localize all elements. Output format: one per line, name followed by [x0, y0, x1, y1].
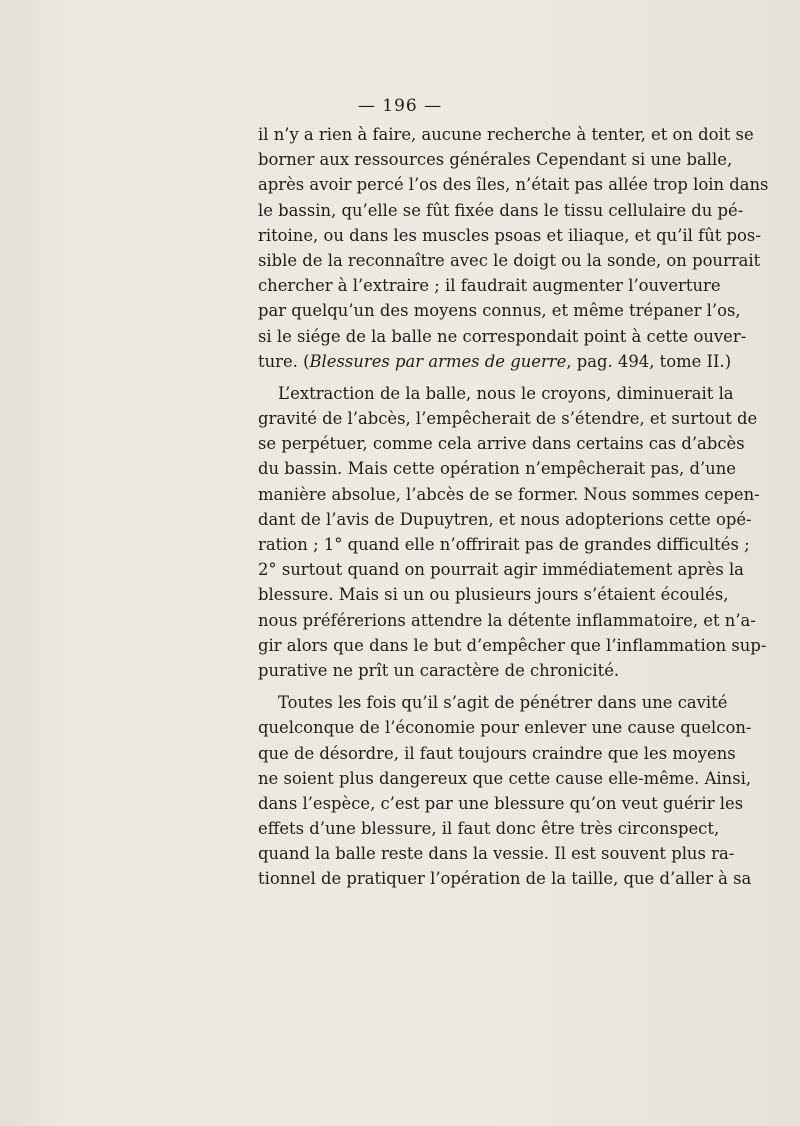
- text-line: blessure. Mais si un ou plusieurs jours s’étaient écoulés,: [258, 585, 729, 605]
- body-text: [258, 122, 769, 892]
- text-line: manière absolue, l’abcès de se former. Nous sommes cepen-: [258, 484, 760, 504]
- text-line: si le siége de la balle ne correspondait point à cette ouver-: [258, 326, 747, 346]
- text-line: L’extraction de la balle, nous le croyons, diminuerait la: [278, 383, 734, 403]
- paragraph-3: [258, 690, 752, 892]
- text-line: ration ; 1° quand elle n’offrirait pas de grandes difficultés ;: [258, 535, 750, 554]
- text-line: chercher à l’extraire ; il faudrait augmenter l’ouverture: [258, 276, 721, 296]
- text-line: il n’y a rien à faire, aucune recherche à tenter, et on doit se: [258, 125, 754, 144]
- text-line: le bassin, qu’elle se fût fixée dans le tissu cellulaire du pé-: [258, 200, 744, 220]
- text-line: borner aux ressources générales Cependant si une balle,: [258, 150, 733, 170]
- text-line: quelconque de l’économie pour enlever une cause quelcon-: [258, 718, 752, 738]
- text-line-citation: [258, 349, 732, 374]
- text-line: tionnel de pratiquer l’opération de la taille, que d’aller à sa: [258, 869, 752, 889]
- citation-title: Blessures par armes de guerre: [309, 351, 567, 371]
- text-line: par quelqu’un des moyens connus, et même trépaner l’os,: [258, 301, 741, 321]
- paragraph-spacer: [258, 683, 694, 690]
- text-line: dans l’espèce, c’est par une blessure qu’on veut guérir les: [258, 793, 744, 813]
- citation-open: ture. (: [258, 351, 310, 371]
- text-line: gir alors que dans le but d’empêcher que l’inflammation sup-: [258, 635, 767, 655]
- text-line: ritoine, ou dans les muscles psoas et iliaque, et qu’il fût pos-: [258, 225, 761, 245]
- paragraph-2: [258, 381, 767, 683]
- text-line: après avoir percé l’os des îles, n’était pas allée trop loin dans: [258, 175, 769, 195]
- text-line: purative ne prît un caractère de chronicité.: [258, 660, 620, 680]
- text-line: 2° surtout quand on pourrait agir immédiatement après la: [258, 560, 744, 580]
- text-line: du bassin. Mais cette opération n’empêcherait pas, d’une: [258, 459, 736, 479]
- text-line: effets d’une blessure, il faut donc être très circonspect,: [258, 819, 720, 839]
- citation-ref: , pag. 494, tome II.): [566, 351, 732, 371]
- paragraph-1: [258, 122, 769, 374]
- text-line: que de désordre, il faut toujours craindre que les moyens: [258, 743, 736, 763]
- text-line: sible de la reconnaître avec le doigt ou la sonde, on pourrait: [258, 250, 761, 270]
- text-line: gravité de l’abcès, l’empêcherait de s’étendre, et surtout de: [258, 409, 758, 429]
- text-line: nous préférerions attendre la détente inflammatoire, et n’a-: [258, 610, 756, 630]
- text-line: dant de l’avis de Dupuytren, et nous adopterions cette opé-: [258, 509, 752, 529]
- text-line: se perpétuer, comme cela arrive dans certains cas d’abcès: [258, 434, 745, 454]
- text-line: quand la balle reste dans la vessie. Il est souvent plus ra-: [258, 844, 735, 864]
- text-line: Toutes les fois qu’il s’agit de pénétrer dans une cavité: [278, 693, 728, 713]
- page-number: — 196 —: [357, 96, 443, 116]
- paragraph-spacer: [258, 374, 694, 381]
- text-line: ne soient plus dangereux que cette cause elle-même. Ainsi,: [258, 768, 752, 788]
